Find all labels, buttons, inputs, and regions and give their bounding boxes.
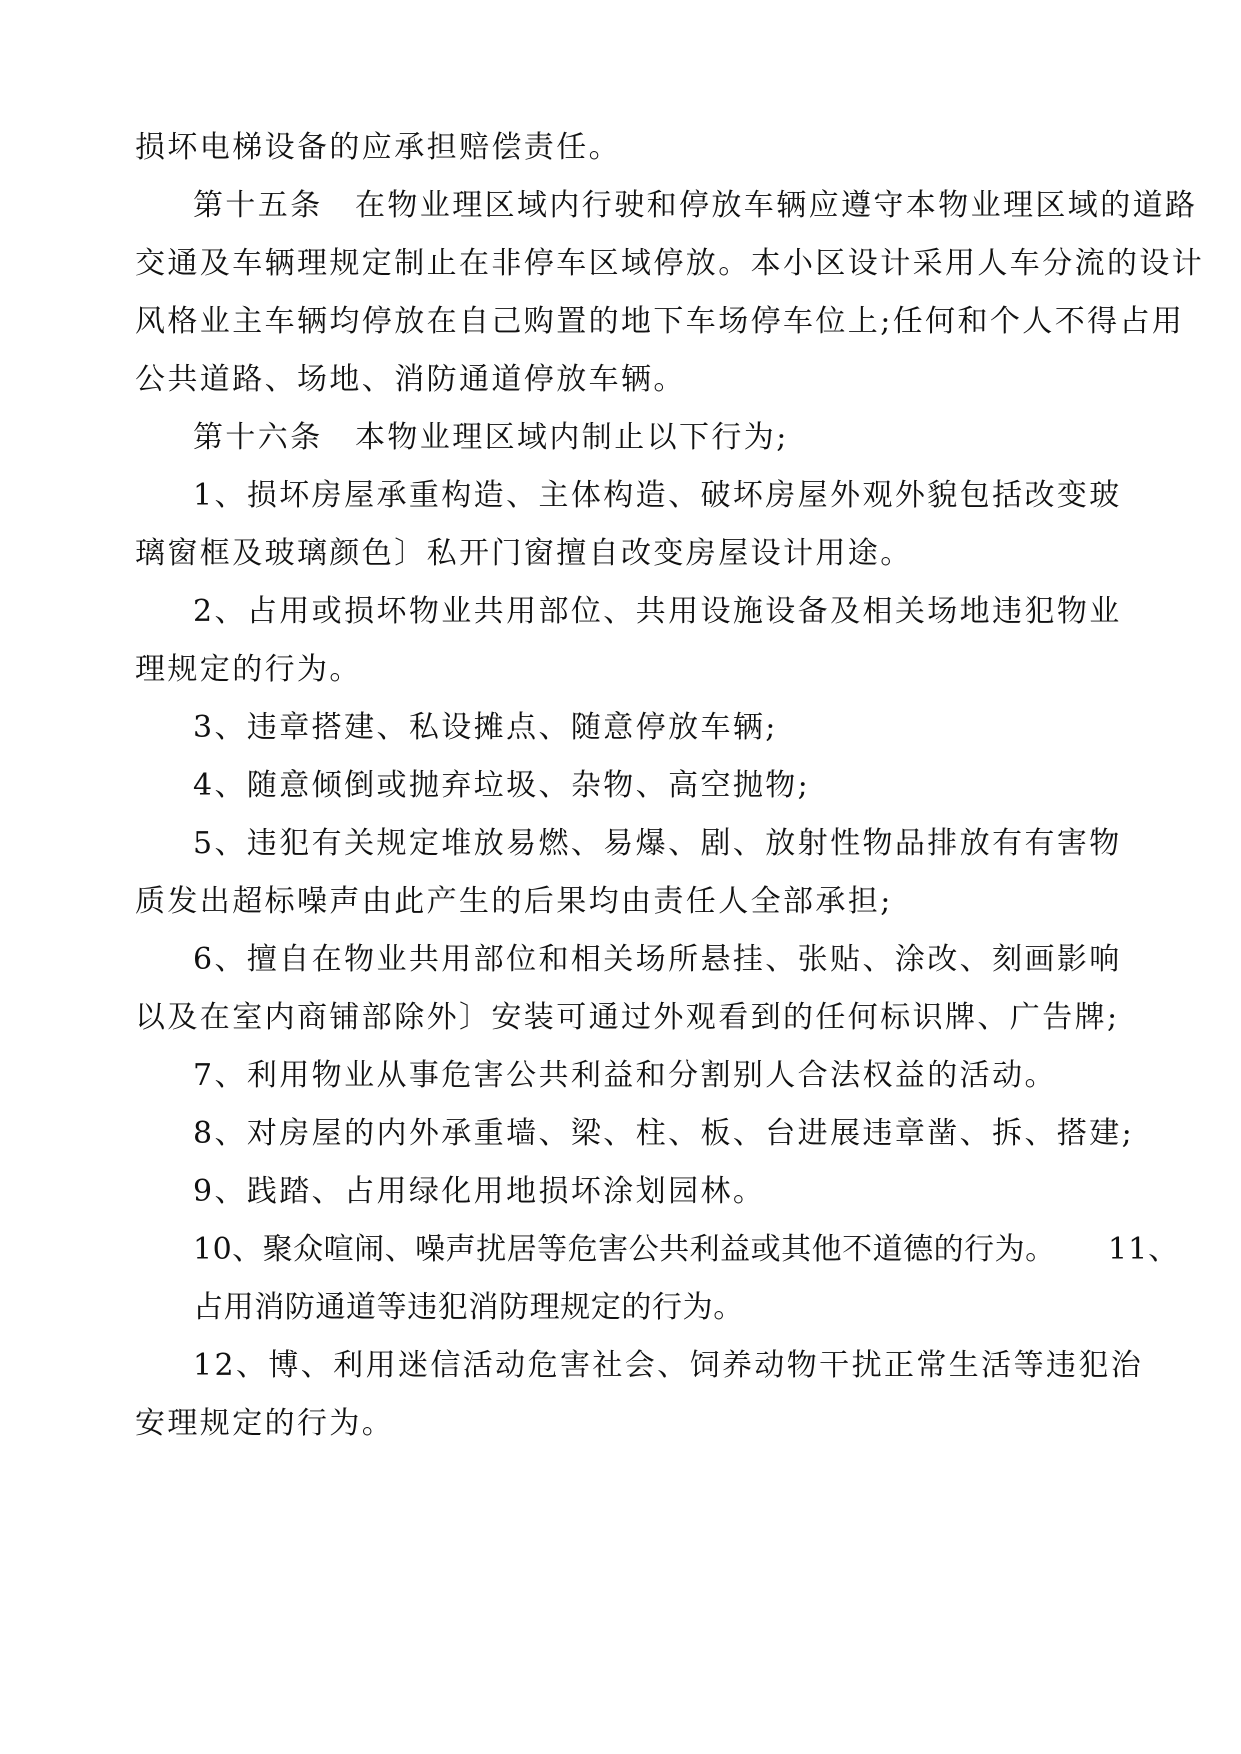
- list-item-11-line: 占用消防通道等违犯消防理规定的行为。: [193, 1290, 744, 1325]
- text-line: 交通及车辆理规定制止在非停车区域停放。本小区设计采用人车分流的设计: [135, 246, 1205, 281]
- text-line: 以及在室内商铺部除外〕安装可通过外观看到的任何标识牌、广告牌;: [135, 1000, 1120, 1035]
- text-line: 损坏电梯设备的应承担赔偿责任。: [135, 130, 621, 165]
- article-15-heading-line: 第十五条 在物业理区域内行驶和停放车辆应遵守本物业理区域的道路: [193, 188, 1198, 223]
- text-line: 风格业主车辆均停放在自己购置的地下车场停车位上;任何和个人不得占用: [135, 304, 1185, 339]
- text-line: 理规定的行为。: [135, 652, 362, 687]
- list-item-12-line: 12、博、利用迷信活动危害社会、饲养动物干扰正常生活等违犯治: [193, 1348, 1144, 1383]
- list-item-3-line: 3、违章搭建、私设摊点、随意停放车辆;: [193, 710, 778, 745]
- text-line: 璃窗框及玻璃颜色〕私开门窗擅自改变房屋设计用途。: [135, 536, 913, 571]
- text-line: 质发出超标噪声由此产生的后果均由责任人全部承担;: [135, 884, 893, 919]
- list-item-4-line: 4、随意倾倒或抛弃垃圾、杂物、高空抛物;: [193, 768, 811, 803]
- list-item-2-line: 2、占用或损坏物业共用部位、共用设施设备及相关场地违犯物业: [193, 594, 1122, 629]
- article-16-heading-line: 第十六条 本物业理区域内制止以下行为;: [193, 420, 789, 455]
- list-item-10-line: 10、聚众喧闹、噪声扰居等危害公共利益或其他不道德的行为。: [193, 1232, 1056, 1267]
- list-item-5-line: 5、违犯有关规定堆放易燃、易爆、剧、放射性物品排放有有害物: [193, 826, 1122, 861]
- text-line: 安理规定的行为。: [135, 1406, 395, 1441]
- list-item-1-line: 1、损坏房屋承重构造、主体构造、破坏房屋外观外貌包括改变玻: [193, 478, 1122, 513]
- list-item-11-number: 11、: [1108, 1232, 1180, 1267]
- list-item-9-line: 9、践踏、占用绿化用地损坏涂划园林。: [193, 1174, 766, 1209]
- list-item-6-line: 6、擅自在物业共用部位和相关场所悬挂、张贴、涂改、刻画影响: [193, 942, 1122, 977]
- list-item-8-line: 8、对房屋的内外承重墙、梁、柱、板、台进展违章凿、拆、搭建;: [193, 1116, 1135, 1151]
- text-line: 公共道路、场地、消防通道停放车辆。: [135, 362, 686, 397]
- list-item-7-line: 7、利用物业从事危害公共利益和分割别人合法权益的活动。: [193, 1058, 1057, 1093]
